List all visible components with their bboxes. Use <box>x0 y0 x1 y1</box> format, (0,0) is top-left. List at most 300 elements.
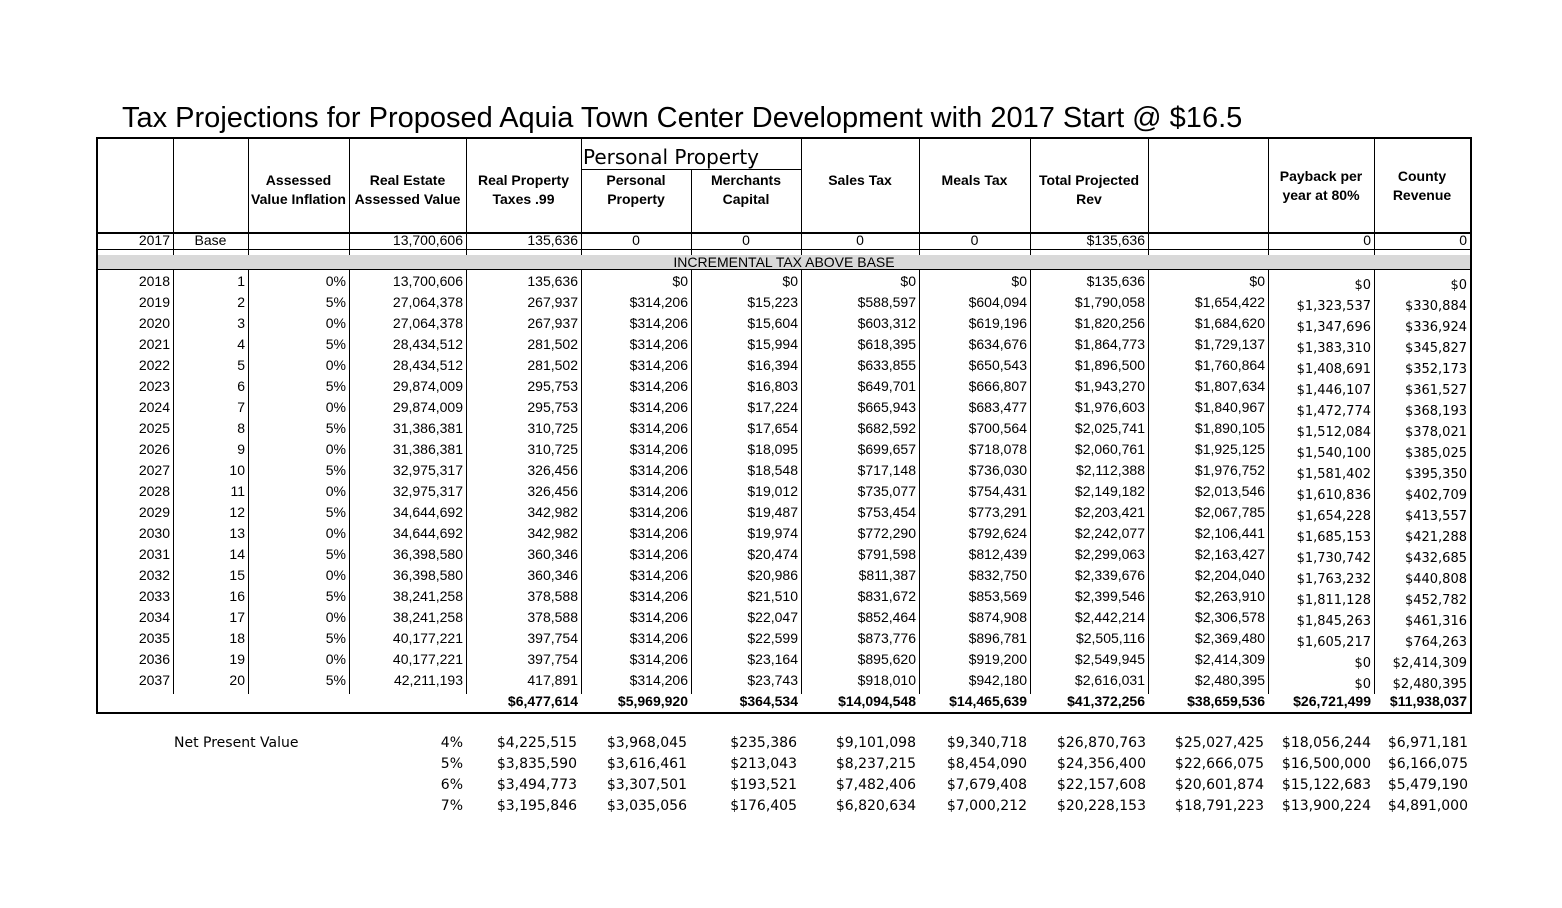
table-cell: 40,177,221 <box>392 630 463 646</box>
table-cell: $314,206 <box>629 441 688 457</box>
table-cell: $0 <box>1354 656 1371 671</box>
table-cell: $634,676 <box>968 336 1027 352</box>
table-cell: 27,064,378 <box>392 315 463 331</box>
tax-projection-table <box>96 137 1472 714</box>
table-cell: $2,505,116 <box>1075 630 1145 646</box>
table-cell: $2,263,910 <box>1194 588 1265 604</box>
table-cell: $1,730,742 <box>1296 551 1371 566</box>
table-cell: $0 <box>672 273 688 289</box>
table-cell: $895,620 <box>857 651 916 667</box>
table-cell: 7 <box>237 399 245 415</box>
npv-cell: 4% <box>440 735 463 751</box>
table-cell: 5% <box>325 504 346 520</box>
table-cell: 5% <box>325 630 346 646</box>
npv-cell: $3,195,846 <box>496 798 577 814</box>
table-cell: $618,395 <box>857 336 916 352</box>
table-cell: 2020 <box>138 315 170 331</box>
table-cell: 326,456 <box>527 483 578 499</box>
table-cell: $736,030 <box>968 462 1027 478</box>
npv-cell: $13,900,224 <box>1281 798 1371 814</box>
table-cell: $2,149,182 <box>1074 483 1145 499</box>
table-cell: $368,193 <box>1404 404 1467 419</box>
base-row-cell: 0 <box>742 232 750 248</box>
table-cell: $314,206 <box>629 504 688 520</box>
table-cell: $683,477 <box>968 399 1027 415</box>
table-cell: 267,937 <box>527 315 578 331</box>
table-cell: $718,078 <box>968 441 1027 457</box>
column-header: Total Projected Rev <box>1038 172 1140 207</box>
table-cell: 310,725 <box>527 420 578 436</box>
table-cell: 28,434,512 <box>392 357 463 373</box>
table-cell: $1,540,100 <box>1296 446 1371 461</box>
table-cell: $1,864,773 <box>1074 336 1145 352</box>
table-cell: $754,431 <box>968 483 1027 499</box>
group-underline <box>581 169 801 170</box>
table-cell: 12 <box>229 504 245 520</box>
table-cell: 5% <box>325 336 346 352</box>
table-cell: $19,012 <box>747 483 798 499</box>
table-cell: $1,408,691 <box>1296 362 1371 377</box>
table-cell: 28,434,512 <box>392 336 463 352</box>
group-header-personal-property: Personal Property <box>583 145 760 169</box>
column-divider <box>1030 139 1031 694</box>
table-cell: 32,975,317 <box>392 462 463 478</box>
table-cell: $764,263 <box>1404 635 1467 650</box>
table-cell: $314,206 <box>629 546 688 562</box>
table-cell: $1,512,084 <box>1296 425 1371 440</box>
table-cell: $17,654 <box>747 420 798 436</box>
npv-cell: $16,500,000 <box>1281 756 1371 772</box>
table-cell: $378,021 <box>1404 425 1467 440</box>
base-row-cell <box>251 230 346 251</box>
npv-cell: $3,035,056 <box>606 798 687 814</box>
table-cell: $682,592 <box>857 420 916 436</box>
table-cell: $2,442,214 <box>1074 609 1145 625</box>
table-cell: 38,241,258 <box>392 588 463 604</box>
table-cell: $402,709 <box>1404 488 1467 503</box>
table-cell: $20,986 <box>747 567 798 583</box>
table-cell: 378,588 <box>527 609 578 625</box>
table-cell: $314,206 <box>629 315 688 331</box>
table-cell: $0 <box>1450 278 1467 293</box>
table-cell: $619,196 <box>968 315 1027 331</box>
table-cell: $336,924 <box>1404 320 1467 335</box>
table-cell: $717,148 <box>857 462 916 478</box>
npv-cell: $176,405 <box>730 798 797 814</box>
table-cell: $16,803 <box>747 378 798 394</box>
table-cell: 2021 <box>138 336 170 352</box>
table-cell: 378,588 <box>527 588 578 604</box>
table-cell: 397,754 <box>527 651 578 667</box>
table-cell: $22,047 <box>747 609 798 625</box>
table-cell: 2 <box>237 294 245 310</box>
table-cell: 4 <box>237 336 245 352</box>
table-cell: $665,943 <box>857 399 916 415</box>
table-cell: $2,106,441 <box>1194 525 1265 541</box>
column-divider <box>248 139 249 694</box>
column-divider <box>581 139 582 694</box>
npv-cell: 7% <box>440 798 463 814</box>
base-row-cell: $135,636 <box>1086 232 1145 248</box>
npv-cell: $20,228,153 <box>1056 798 1146 814</box>
base-row-cell: 13,700,606 <box>392 232 463 248</box>
base-row-cell: 135,636 <box>527 232 578 248</box>
table-cell: 29,874,009 <box>392 378 463 394</box>
table-cell: $1,446,107 <box>1296 383 1371 398</box>
table-cell: 5% <box>325 588 346 604</box>
table-cell: $385,025 <box>1404 446 1467 461</box>
table-cell: 295,753 <box>527 378 578 394</box>
table-cell: $2,480,395 <box>1194 672 1265 688</box>
npv-cell: $18,056,244 <box>1281 735 1371 751</box>
table-cell: $1,820,256 <box>1074 315 1145 331</box>
table-cell: $314,206 <box>629 672 688 688</box>
table-cell: $772,290 <box>857 525 916 541</box>
table-cell: $2,339,676 <box>1074 567 1145 583</box>
npv-cell: $4,225,515 <box>496 735 577 751</box>
npv-cell: $6,820,634 <box>835 798 916 814</box>
table-cell: $20,474 <box>747 546 798 562</box>
table-cell: 2032 <box>138 567 170 583</box>
column-header: Merchants Capital <box>710 172 782 207</box>
table-cell: 34,644,692 <box>392 504 463 520</box>
table-cell: $2,112,388 <box>1075 462 1145 478</box>
column-divider <box>919 139 920 694</box>
base-row-cell: 0 <box>632 232 640 248</box>
table-cell: 0% <box>325 525 346 541</box>
table-cell: $2,067,785 <box>1194 504 1265 520</box>
table-cell: 10 <box>229 462 245 478</box>
table-cell: $2,299,063 <box>1074 546 1145 562</box>
table-cell: $314,206 <box>629 378 688 394</box>
table-cell: $15,604 <box>747 315 798 331</box>
table-cell: $735,077 <box>857 483 916 499</box>
table-cell: 2030 <box>138 525 170 541</box>
table-cell: $314,206 <box>629 399 688 415</box>
column-header: Real Property Taxes .99 <box>477 172 570 207</box>
total-cell: $364,534 <box>739 693 798 709</box>
table-cell: $2,549,945 <box>1074 651 1145 667</box>
table-cell: $1,845,263 <box>1296 614 1371 629</box>
table-cell: 3 <box>237 315 245 331</box>
table-cell: $421,288 <box>1404 530 1467 545</box>
table-cell: 6 <box>237 378 245 394</box>
table-cell: $633,855 <box>857 357 916 373</box>
table-cell: $666,807 <box>968 378 1027 394</box>
table-cell: 29,874,009 <box>392 399 463 415</box>
total-cell: $14,465,639 <box>949 693 1027 709</box>
table-cell: 9 <box>237 441 245 457</box>
npv-cell: $8,237,215 <box>835 756 916 772</box>
table-cell: 2035 <box>138 630 170 646</box>
table-cell: $314,206 <box>629 462 688 478</box>
table-cell: $1,347,696 <box>1296 320 1371 335</box>
npv-cell: $3,835,590 <box>496 756 577 772</box>
table-cell: $18,095 <box>747 441 798 457</box>
table-cell: 0% <box>325 273 346 289</box>
npv-cell: $9,340,718 <box>946 735 1027 751</box>
table-cell: 2029 <box>138 504 170 520</box>
table-cell: $314,206 <box>629 609 688 625</box>
column-header: Payback per year at 80% <box>1279 168 1363 203</box>
column-divider <box>1374 139 1375 694</box>
table-cell: 36,398,580 <box>392 546 463 562</box>
table-cell: $1,925,125 <box>1194 441 1265 457</box>
table-cell: 34,644,692 <box>392 525 463 541</box>
table-cell: 2023 <box>138 378 170 394</box>
table-cell: 15 <box>229 567 245 583</box>
table-cell: $588,597 <box>857 294 916 310</box>
table-cell: 2026 <box>138 441 170 457</box>
table-cell: 0% <box>325 651 346 667</box>
table-cell: $753,454 <box>857 504 916 520</box>
npv-cell: $5,479,190 <box>1387 777 1468 793</box>
table-cell: 5% <box>325 378 346 394</box>
table-cell: 1 <box>237 273 245 289</box>
total-cell: $6,477,614 <box>507 693 578 709</box>
table-cell: $811,387 <box>858 567 916 583</box>
table-cell: $1,840,967 <box>1194 399 1265 415</box>
table-cell: $853,569 <box>968 588 1027 604</box>
table-cell: 2027 <box>138 462 170 478</box>
column-header: Meals Tax <box>941 172 1008 188</box>
table-cell: 2024 <box>138 399 170 415</box>
table-cell: $650,543 <box>968 357 1027 373</box>
table-cell: $2,025,741 <box>1074 420 1145 436</box>
npv-cell: $235,386 <box>730 735 797 751</box>
table-cell: $413,557 <box>1404 509 1467 524</box>
npv-cell: $20,601,874 <box>1174 777 1264 793</box>
table-cell: 5% <box>325 546 346 562</box>
table-cell: $314,206 <box>629 336 688 352</box>
table-cell: $873,776 <box>857 630 916 646</box>
npv-cell: $25,027,425 <box>1174 735 1264 751</box>
table-cell: 14 <box>229 546 245 562</box>
npv-cell: $3,307,501 <box>606 777 687 793</box>
table-cell: 2019 <box>138 294 170 310</box>
table-cell: 5% <box>325 672 346 688</box>
table-cell: $1,323,537 <box>1296 299 1371 314</box>
table-cell: 31,386,381 <box>392 441 463 457</box>
table-cell: $942,180 <box>968 672 1027 688</box>
table-cell: 397,754 <box>527 630 578 646</box>
table-cell: 281,502 <box>527 336 578 352</box>
column-divider <box>349 139 350 694</box>
table-cell: $1,760,864 <box>1194 357 1265 373</box>
table-cell: $1,684,620 <box>1194 315 1265 331</box>
table-cell: $2,163,427 <box>1194 546 1265 562</box>
npv-cell: $22,666,075 <box>1174 756 1264 772</box>
table-cell: $452,782 <box>1404 593 1467 608</box>
base-row-cell <box>1151 230 1265 251</box>
table-cell: $361,527 <box>1404 383 1467 398</box>
table-cell: 5 <box>237 357 245 373</box>
table-cell: $15,223 <box>747 294 798 310</box>
total-cell: $41,372,256 <box>1067 693 1145 709</box>
table-cell: $1,890,105 <box>1194 420 1265 436</box>
incremental-band-label: INCREMENTAL TAX ABOVE BASE <box>673 254 895 270</box>
table-cell: $603,312 <box>857 315 916 331</box>
total-cell: $11,938,037 <box>1389 693 1467 709</box>
table-cell: $792,624 <box>968 525 1027 541</box>
table-cell: $314,206 <box>629 483 688 499</box>
table-cell: 2034 <box>138 609 170 625</box>
table-cell: $1,943,270 <box>1074 378 1145 394</box>
table-cell: $2,480,395 <box>1392 677 1467 692</box>
table-cell: $23,743 <box>747 672 798 688</box>
npv-cell: $3,968,045 <box>606 735 687 751</box>
table-cell: $1,763,232 <box>1296 572 1371 587</box>
npv-cell: $6,166,075 <box>1387 756 1468 772</box>
table-cell: 11 <box>230 483 245 499</box>
table-cell: 281,502 <box>527 357 578 373</box>
table-cell: 0% <box>325 315 346 331</box>
table-cell: 0% <box>325 567 346 583</box>
table-cell: $330,884 <box>1404 299 1467 314</box>
table-cell: 5% <box>325 420 346 436</box>
table-cell: 0% <box>325 483 346 499</box>
column-header: Personal Property <box>606 172 666 207</box>
npv-cell: $4,891,000 <box>1387 798 1468 814</box>
table-cell: 36,398,580 <box>392 567 463 583</box>
table-cell: $1,729,137 <box>1194 336 1265 352</box>
table-cell: $2,616,031 <box>1074 672 1145 688</box>
table-cell: $0 <box>900 273 916 289</box>
npv-cell: $18,791,223 <box>1174 798 1264 814</box>
table-cell: 16 <box>229 588 245 604</box>
column-header: Assessed Value Inflation <box>251 172 346 207</box>
table-cell: $699,657 <box>857 441 916 457</box>
table-cell: $1,383,310 <box>1296 341 1371 356</box>
table-cell: 5% <box>325 462 346 478</box>
table-cell: $314,206 <box>629 357 688 373</box>
table-cell: 135,636 <box>527 273 578 289</box>
table-cell: 0% <box>325 609 346 625</box>
table-cell: $314,206 <box>629 525 688 541</box>
table-cell: 0% <box>325 441 346 457</box>
total-cell: $26,721,499 <box>1293 693 1371 709</box>
table-cell: 5% <box>325 294 346 310</box>
table-cell: $21,510 <box>747 588 798 604</box>
table-cell: $352,173 <box>1404 362 1467 377</box>
npv-cell: $24,356,400 <box>1056 756 1146 772</box>
table-cell: $773,291 <box>968 504 1027 520</box>
table-cell: $314,206 <box>629 294 688 310</box>
column-divider <box>691 169 692 694</box>
base-row-cell: Base <box>194 232 227 248</box>
table-cell: $1,654,422 <box>1194 294 1265 310</box>
table-cell: $1,811,128 <box>1296 593 1371 608</box>
table-cell: $919,200 <box>968 651 1027 667</box>
table-cell: 2031 <box>138 546 170 562</box>
table-cell: $1,976,603 <box>1074 399 1145 415</box>
table-cell: 360,346 <box>527 546 578 562</box>
table-cell: $1,976,752 <box>1194 462 1265 478</box>
table-cell: $314,206 <box>629 588 688 604</box>
base-row-cell: 0 <box>970 232 979 248</box>
table-cell: $874,908 <box>968 609 1027 625</box>
column-header: Real Estate Assessed Value <box>354 172 461 207</box>
table-cell: $2,060,761 <box>1074 441 1145 457</box>
table-cell: 13 <box>229 525 245 541</box>
table-cell: $791,598 <box>857 546 916 562</box>
total-cell: $38,659,536 <box>1187 693 1265 709</box>
npv-cell: 5% <box>440 756 463 772</box>
table-cell: $0 <box>1011 273 1027 289</box>
table-cell: 8 <box>237 420 245 436</box>
table-cell: 40,177,221 <box>392 651 463 667</box>
total-cell: $5,969,920 <box>617 693 688 709</box>
table-cell: $852,464 <box>857 609 916 625</box>
table-cell: 295,753 <box>527 399 578 415</box>
base-row-cell: 0 <box>1459 232 1467 248</box>
table-cell: $15,994 <box>747 336 798 352</box>
table-cell: $314,206 <box>629 651 688 667</box>
table-cell: $2,306,578 <box>1194 609 1265 625</box>
table-cell: 2022 <box>138 357 170 373</box>
table-cell: $649,701 <box>857 378 916 394</box>
table-cell: 0% <box>325 399 346 415</box>
column-divider <box>801 139 802 694</box>
table-cell: 342,982 <box>527 525 578 541</box>
table-cell: $461,316 <box>1404 614 1467 629</box>
table-cell: $0 <box>1354 677 1371 692</box>
table-cell: 0% <box>325 357 346 373</box>
table-cell: 42,211,193 <box>393 672 463 688</box>
base-row-cell: 2017 <box>138 232 170 248</box>
table-cell: 2028 <box>138 483 170 499</box>
table-cell: 326,456 <box>527 462 578 478</box>
table-cell: 2036 <box>138 651 170 667</box>
table-cell: 360,346 <box>527 567 578 583</box>
table-cell: $432,685 <box>1404 551 1467 566</box>
table-cell: $1,472,774 <box>1296 404 1371 419</box>
table-cell: $918,010 <box>857 672 916 688</box>
table-cell: 417,891 <box>527 672 578 688</box>
npv-cell: $3,494,773 <box>496 777 577 793</box>
table-cell: $314,206 <box>629 630 688 646</box>
table-cell: 267,937 <box>527 294 578 310</box>
table-cell: $2,204,040 <box>1194 567 1265 583</box>
table-cell: $1,790,058 <box>1074 294 1145 310</box>
table-cell: $1,896,500 <box>1074 357 1145 373</box>
npv-cell: $3,616,461 <box>606 756 687 772</box>
table-cell: $2,414,309 <box>1392 656 1467 671</box>
table-cell: 32,975,317 <box>392 483 463 499</box>
npv-cell: $213,043 <box>730 756 797 772</box>
table-cell: $18,548 <box>747 462 798 478</box>
table-cell: 20 <box>229 672 245 688</box>
table-cell: $19,487 <box>747 504 798 520</box>
table-cell: 2033 <box>138 588 170 604</box>
band-bottom <box>98 269 1470 270</box>
table-cell: 310,725 <box>527 441 578 457</box>
table-cell: $2,242,077 <box>1074 525 1145 541</box>
table-cell: $440,808 <box>1404 572 1467 587</box>
base-row-cell: 0 <box>1363 232 1371 248</box>
table-cell: $1,605,217 <box>1296 635 1371 650</box>
table-cell: $2,414,309 <box>1194 651 1265 667</box>
npv-cell: $26,870,763 <box>1056 735 1146 751</box>
table-cell: $135,636 <box>1086 273 1145 289</box>
total-cell: $14,094,548 <box>838 693 916 709</box>
table-cell: 19 <box>229 651 245 667</box>
npv-cell: $6,971,181 <box>1387 735 1468 751</box>
column-divider <box>173 139 174 694</box>
column-header: Sales Tax <box>828 172 892 188</box>
table-cell: $604,094 <box>968 294 1027 310</box>
page-title: Tax Projections for Proposed Aquia Town Center Development with 2017 Start @ $16.5 <box>122 102 1243 134</box>
